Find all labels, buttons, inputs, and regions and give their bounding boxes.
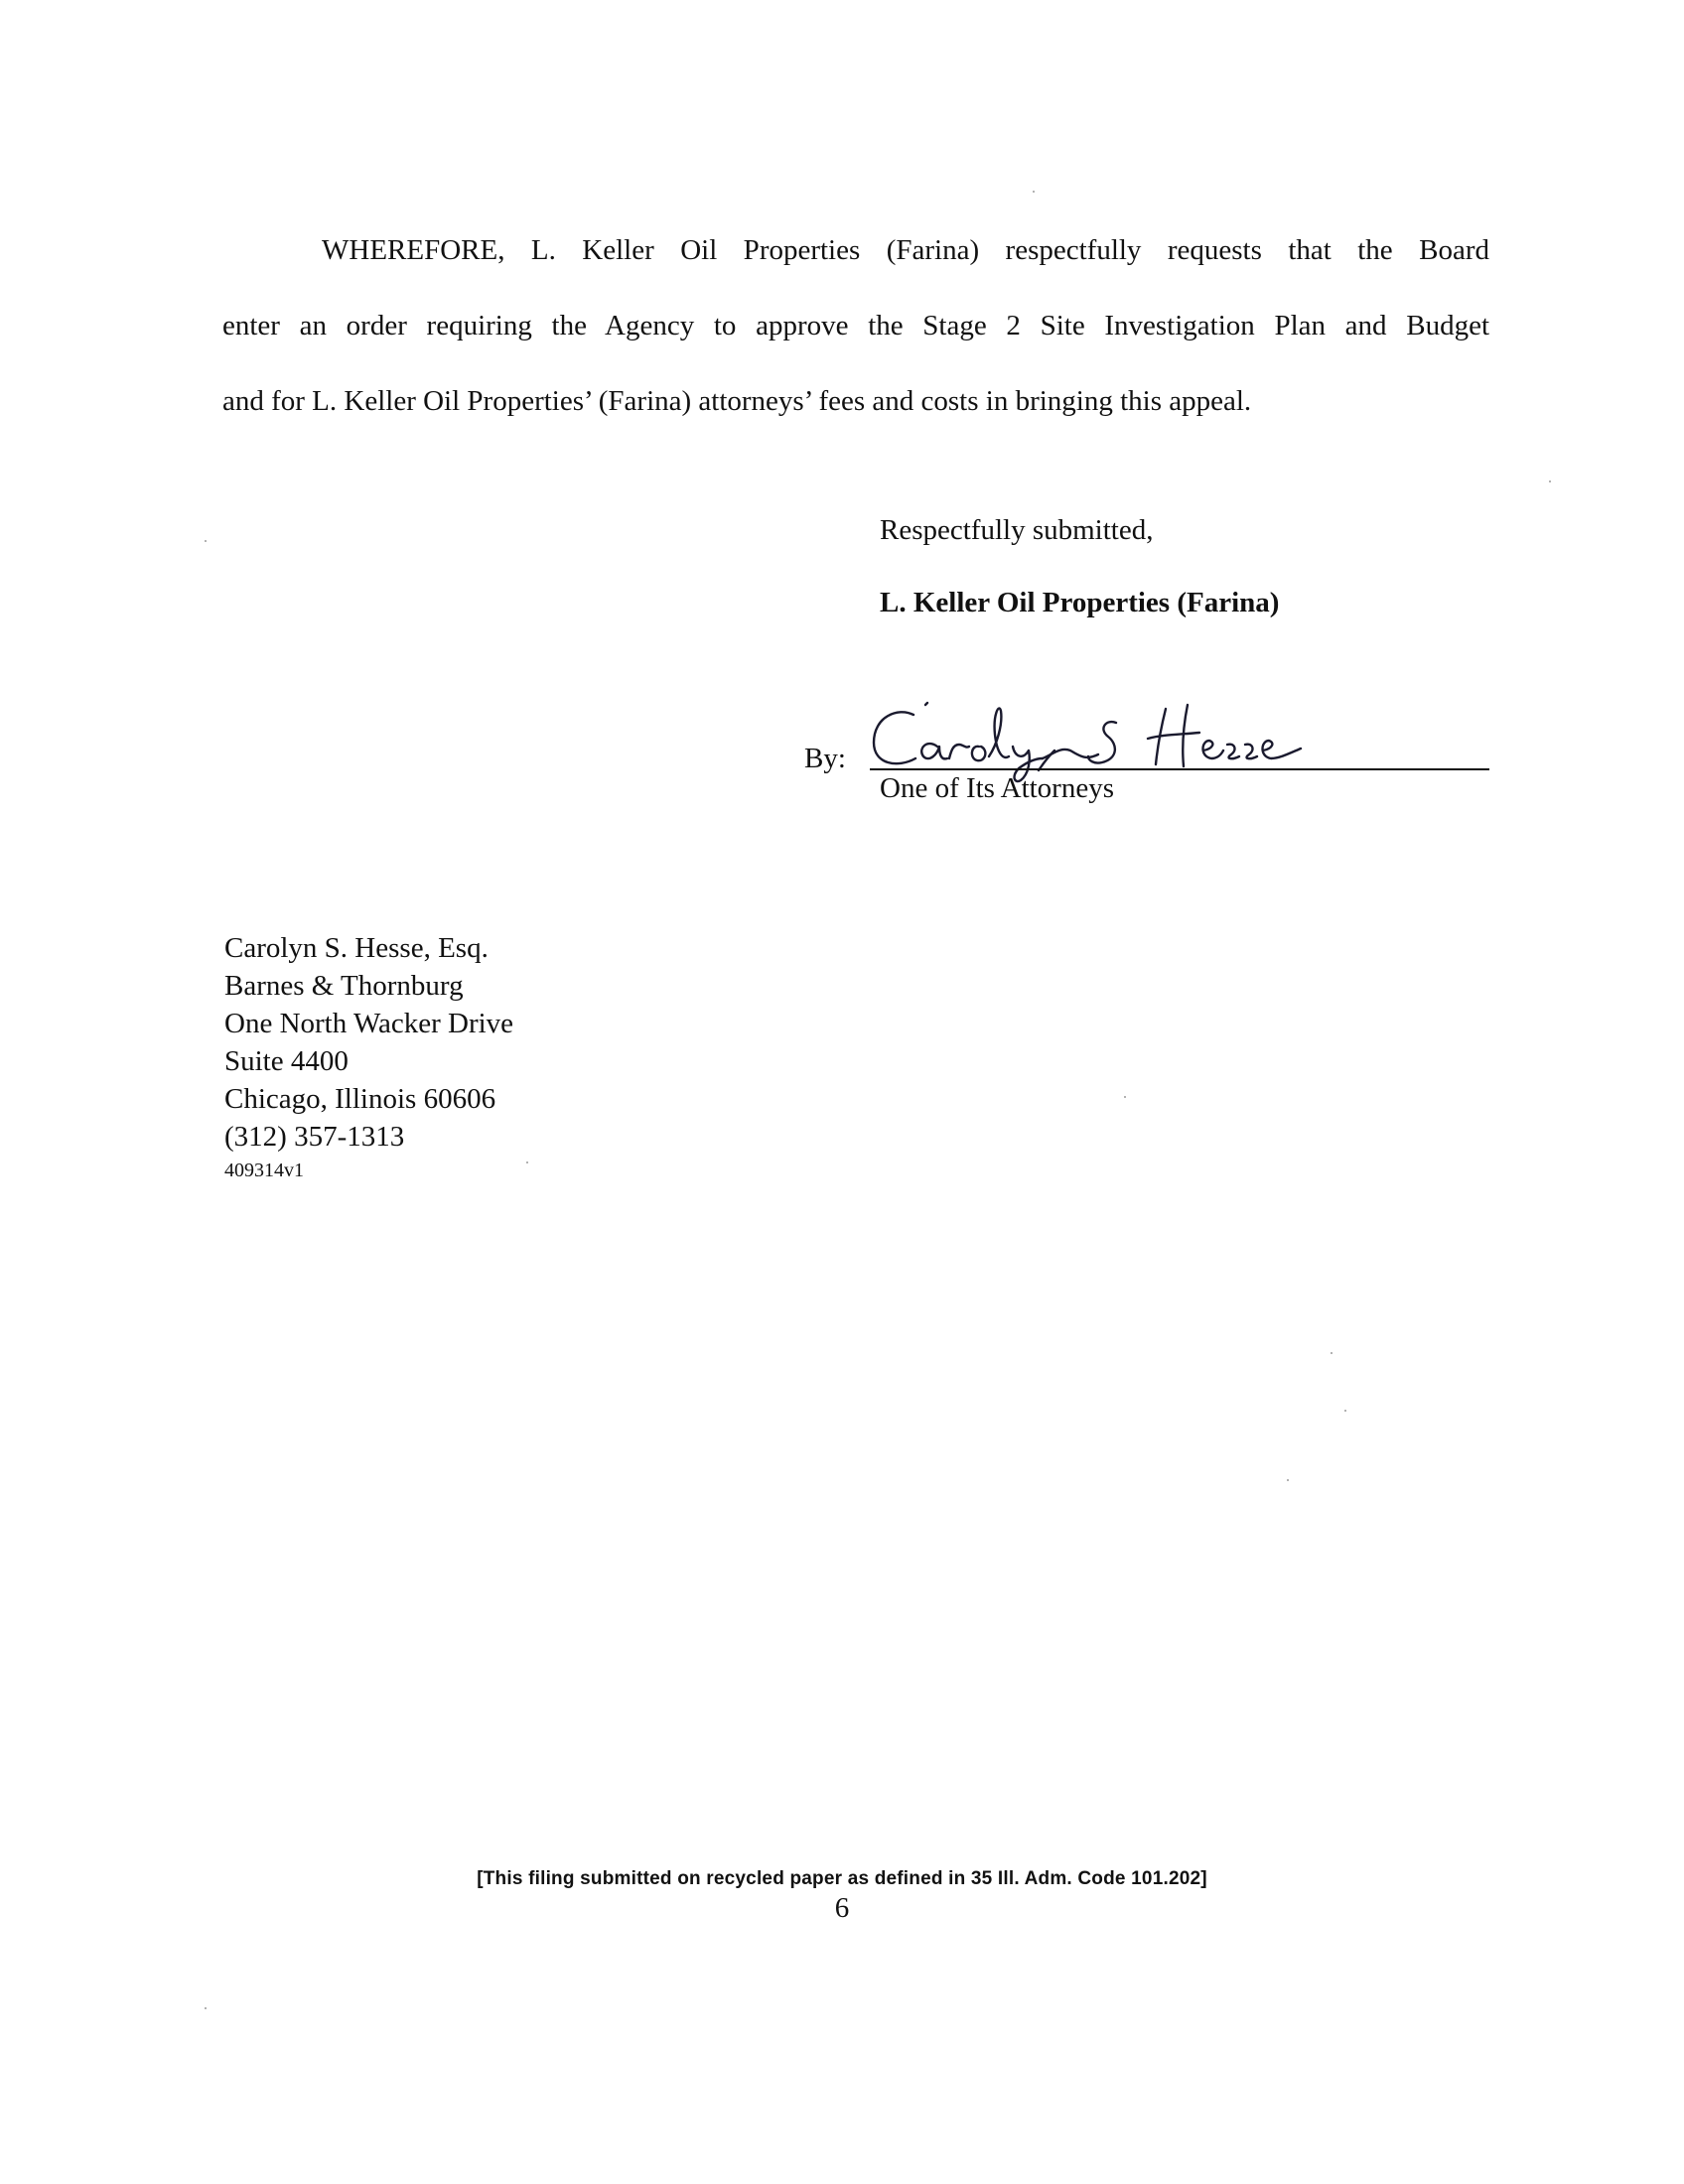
- scan-speck: [1287, 1479, 1289, 1481]
- closing-text: Respectfully submitted,: [880, 514, 1154, 546]
- recycled-paper-note: [This filing submitted on recycled paper as defined in 35 Ill. Adm. Code 101.202]: [477, 1868, 1207, 1889]
- scan-speck: [526, 1161, 528, 1163]
- paragraph-line-1: WHEREFORE, L. Keller Oil Properties (Farina) respectfully requests that the Board: [322, 234, 1489, 266]
- scan-speck: [1331, 1352, 1333, 1354]
- signature-lettering: Carolyn S Hesse: [868, 685, 875, 686]
- signature-line: [870, 768, 1489, 770]
- page-number: 6: [834, 1892, 850, 1924]
- address-line: Chicago, Illinois 60606: [224, 1083, 496, 1115]
- scan-speck: [205, 2007, 207, 2009]
- document-id: 409314v1: [224, 1160, 304, 1181]
- address-block: [224, 929, 513, 1183]
- scan-speck: [1549, 480, 1551, 482]
- party-name: L. Keller Oil Properties (Farina): [880, 587, 1280, 618]
- address-line: Carolyn S. Hesse, Esq.: [224, 932, 489, 964]
- paragraph-line-3: and for L. Keller Oil Properties’ (Farina) attorneys’ fees and costs in bringing this appeal.: [222, 385, 1252, 417]
- address-line: Suite 4400: [224, 1045, 349, 1077]
- address-line: One North Wacker Drive: [224, 1008, 514, 1039]
- signoff-block: [880, 514, 1279, 619]
- address-line: Barnes & Thornburg: [224, 970, 464, 1002]
- scan-speck: [205, 540, 207, 542]
- scan-speck: [1124, 1096, 1126, 1098]
- scan-speck: [1344, 1410, 1346, 1412]
- attorney-caption: One of Its Attorneys: [880, 772, 1114, 804]
- paragraph-line-2: enter an order requiring the Agency to approve the Stage 2 Site Investigation Plan and Budget: [222, 310, 1489, 341]
- signature-row: [804, 685, 1489, 814]
- wherefore-paragraph: [222, 212, 1489, 439]
- by-label: By:: [804, 743, 846, 774]
- address-line: (312) 357-1313: [224, 1121, 405, 1153]
- scan-speck: [1033, 191, 1035, 193]
